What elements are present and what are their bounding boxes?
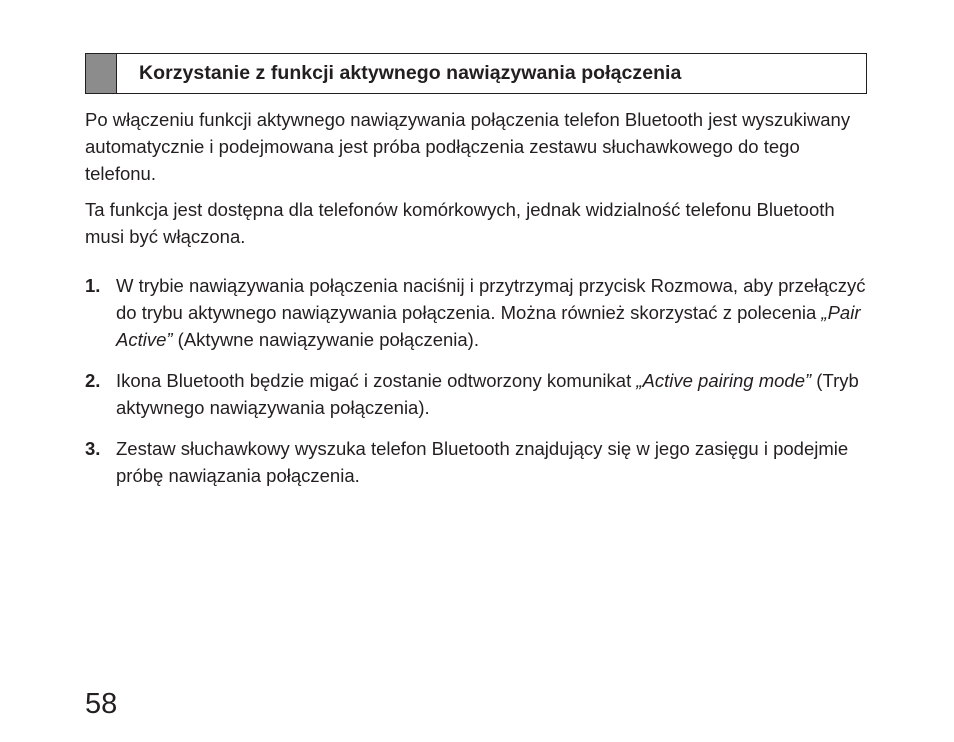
page-number: 58: [85, 688, 118, 720]
step-number: 1.: [85, 275, 101, 296]
list-item: [85, 367, 875, 421]
step-number: 2.: [85, 370, 101, 391]
intro-paragraph-1: Po włączeniu funkcji aktywnego nawiązywania połączenia telefon Bluetooth jest wyszukiwany automatycznie i podejmowana jest próba podłączenia zestawu słuchawkowego do tego telefonu.: [85, 109, 851, 184]
section-header: [85, 53, 867, 94]
intro-paragraph-2: Ta funkcja jest dostępna dla telefonów komórkowych, jednak widzialność telefonu Bluetooth musi być włączona.: [85, 199, 835, 247]
steps-list: [85, 272, 875, 489]
header-accent-block: [86, 54, 117, 93]
step-emphasis: „Pair Active”: [116, 302, 861, 350]
page-content: [85, 106, 875, 503]
step-emphasis: „Active pairing mode”: [636, 370, 812, 391]
step-text: Zestaw słuchawkowy wyszuka telefon Bluetooth znajdujący się w jego zasięgu i podejmie próbę nawiązania połączenia.: [116, 438, 849, 486]
list-item: [85, 435, 875, 489]
list-item: [85, 272, 875, 353]
section-title: Korzystanie z funkcji aktywnego nawiązywania połączenia: [139, 62, 682, 84]
step-number: 3.: [85, 438, 101, 459]
step-text: Ikona Bluetooth będzie migać i zostanie odtworzony komunikat „Active pairing mode” (Tryb aktywnego nawiązywania połączenia).: [116, 370, 859, 418]
step-text: W trybie nawiązywania połączenia naciśnij i przytrzymaj przycisk Rozmowa, aby przełączyć do trybu aktywnego nawiązywania połączenia. Można również skorzystać z polecenia „Pair Active” (Aktywne nawiązywanie połączenia).: [116, 275, 866, 350]
